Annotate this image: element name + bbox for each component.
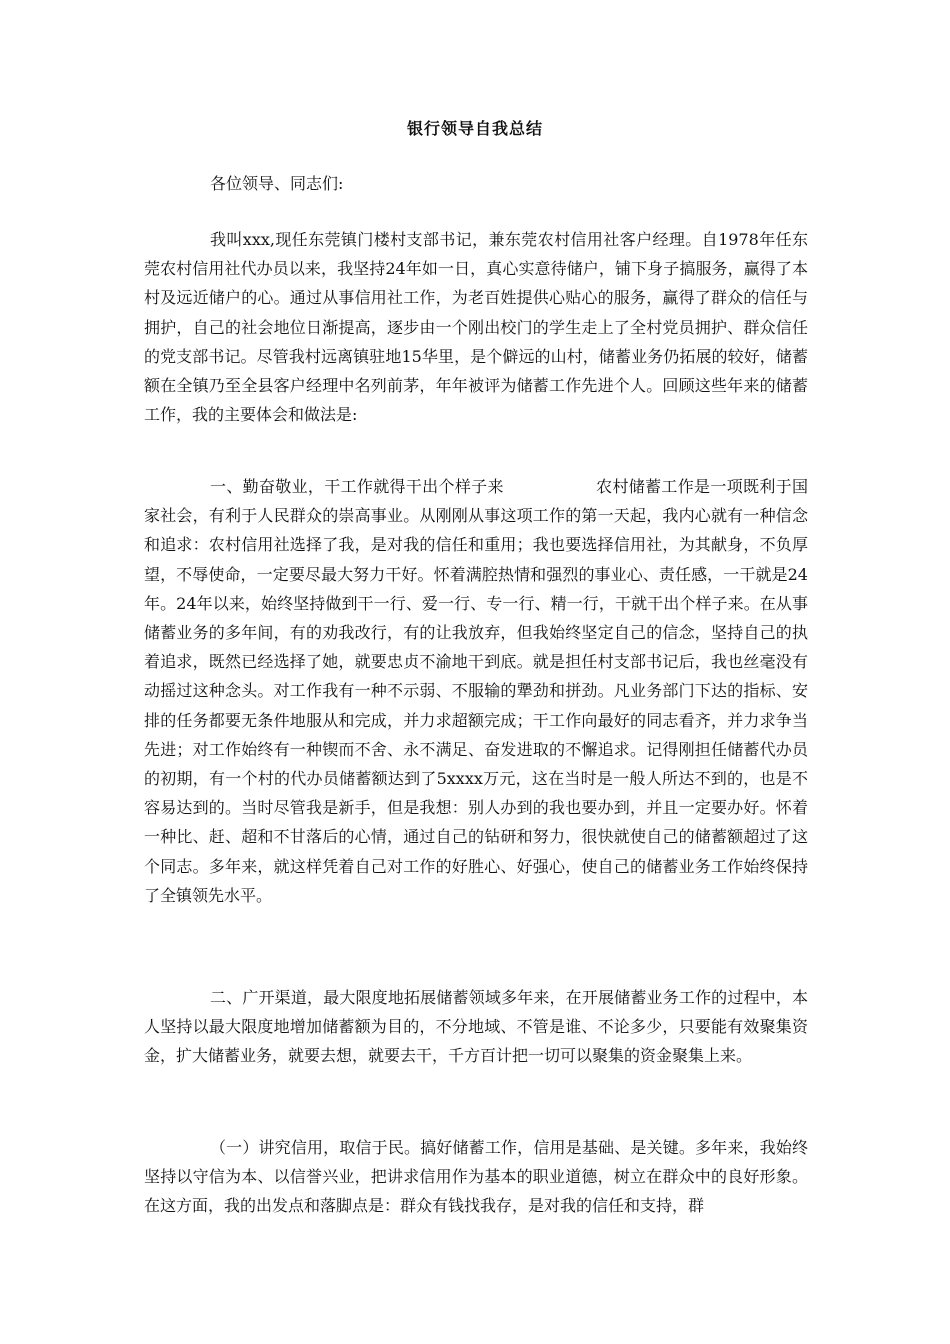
paragraph-section-two: 二、广开渠道，最大限度地拓展储蓄领域多年来，在开展储蓄业务工作的过程中，本人坚持以最大限度地增加储蓄额为目的，不分地域、不管是谁、不论多少，只要能有效聚集资金，扩大储蓄业务，就要去想，就要去干，千方百计把一切可以聚集的资金聚集上来。: [144, 988, 808, 1066]
section-one-body: 农村储蓄工作是一项既利于国家社会，有利于人民群众的崇高事业。从刚刚从事这项工作的第一天起，我内心就有一种信念和追求：农村信用社选择了我，是对我的信任和重用；我也要选择信用社，为其献身，不负厚望，不辱使命，一定要尽最大努力干好。怀着满腔热情和强烈的事业心、责任感，一干就是24年。24年以来，始终坚持做到干一行、爱一行、专一行、精一行，干就干出个样子来。在从事储蓄业务的多年间，有的劝我改行，有的让我放弃，但我始终坚定自己的信念，坚持自己的执着追求，既然已经选择了她，就要忠贞不渝地干到底。就是担任村支部书记后，我也丝毫没有动摇过这种念头。对工作我有一种不示弱、不服输的犟劲和拼劲。凡业务部门下达的指标、安排的任务都要无条件地服从和完成，并力求超额完成；干工作向最好的同志看齐，并力求争当先进；对工作始终有一种锲而不舍、永不满足、奋发进取的不懈追求。记得刚担任储蓄代办员的初期，有一个村的代办员储蓄额达到了5xxxx万元，这在当时是一般人所达不到的，也是不容易达到的。当时尽管我是新手，但是我想：别人办到的我也要办到，并且一定要办好。怀着一种比、赶、超和不甘落后的心情，通过自己的钻研和努力，很快就使自己的储蓄额超过了这个同志。多年来，就这样凭着自己对工作的好胜心、好强心，使自己的储蓄业务工作始终保持了全镇领先水平。: [144, 477, 808, 905]
paragraph-section-one: [144, 472, 808, 910]
greeting-line: 各位领导、同志们:: [210, 174, 344, 193]
document-title: 银行领导自我总结: [406, 119, 543, 138]
paragraph-subsection-one: （一）讲究信用，取信于民。搞好储蓄工作，信用是基础、是关键。多年来，我始终坚持以守信为本、以信誉兴业，把讲求信用作为基本的职业道德，树立在群众中的良好形象。在这方面，我的出发点和落脚点是：群众有钱找我存，是对我的信任和支持，群: [144, 1138, 808, 1216]
paragraph-introduction: 我叫xxx,现任东莞镇门楼村支部书记，兼东莞农村信用社客户经理。自1978年任东莞农村信用社代办员以来，我坚持24年如一日，真心实意待储户，铺下身子搞服务，赢得了本村及远近储户的心。通过从事信用社工作，为老百姓提供心贴心的服务，赢得了群众的信任与拥护，自己的社会地位日渐提高，逐步由一个刚出校门的学生走上了全村党员拥护、群众信任的党支部书记。尽管我村远离镇驻地15华里，是个僻远的山村，储蓄业务仍拓展的较好，储蓄额在全镇乃至全县客户经理中名列前茅，年年被评为储蓄工作先进个人。回顾这些年来的储蓄工作，我的主要体会和做法是:: [144, 230, 808, 425]
section-one-heading: 一、勤奋敬业，干工作就得干出个样子来: [210, 477, 504, 496]
